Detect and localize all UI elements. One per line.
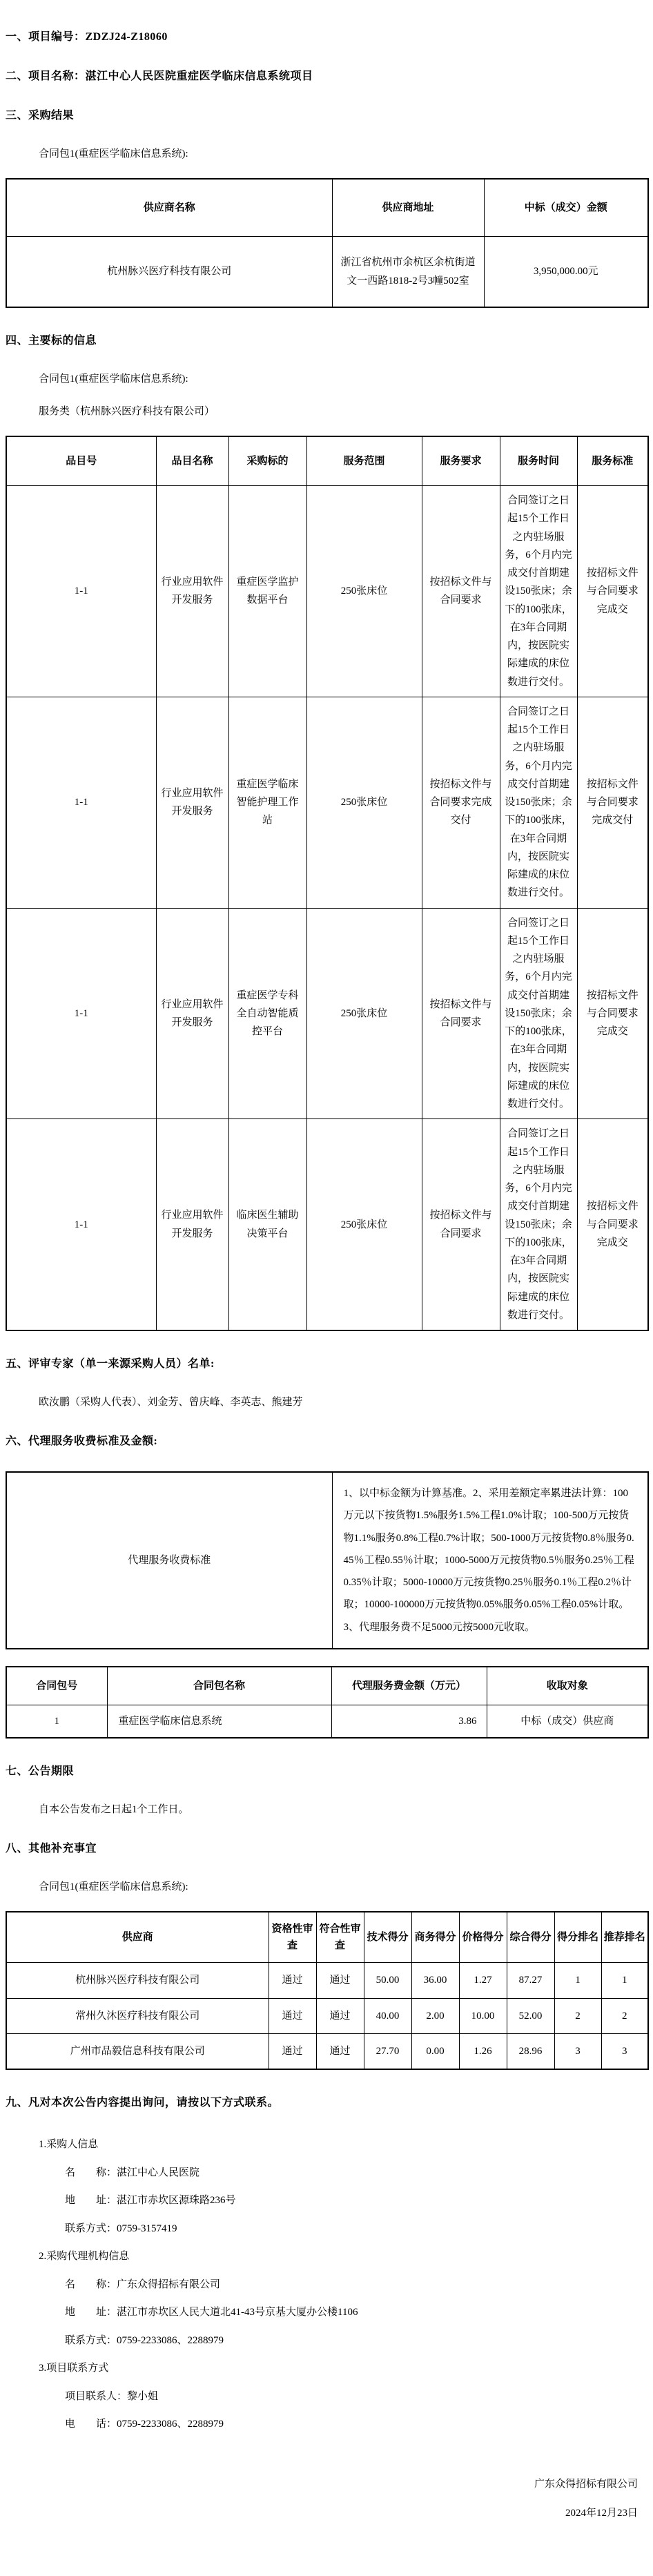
service-scope-header: 服务范围 [306, 436, 422, 486]
procurement-target-cell: 重症医学临床智能护理工作站 [228, 697, 306, 908]
item-no-cell: 1-1 [6, 697, 156, 908]
conformity-review-header: 符合性审查 [316, 1912, 364, 1963]
tech-score-cell: 27.70 [364, 2033, 411, 2069]
item-name-cell: 行业应用软件开发服务 [156, 908, 228, 1119]
price-score-cell: 10.00 [459, 1998, 507, 2033]
section-4-heading: 四、主要标的信息 [6, 334, 97, 347]
supplier-name-header: 供应商名称 [6, 179, 332, 237]
procurement-target-header: 采购标的 [228, 436, 306, 486]
tech-score-cell: 50.00 [364, 1963, 411, 1998]
price-score-header: 价格得分 [459, 1912, 507, 1963]
table-row [6, 1119, 648, 1330]
supplier-address-header: 供应商地址 [332, 179, 484, 237]
item-no-cell: 1-1 [6, 1119, 156, 1330]
fee-standard-text-cell: 1、以中标金额为计算基准。2、采用差额定率累进法计算：100万元以下按货物1.5%服务1.5%工程1.0%计取；100-500万元按货物1.1%服务0.8%工程0.7%计取；500-1000万元按货物0.8％服务0.45％工程0.55％计取；1000-5000万元按货物0.5％服务0.25％工程0.35％计取；5000-10000万元按货物0.25％服务0.1％工程0.2％计取；10000-100000万元按货物0.05%服务0.05%工程0.05%计取。3、代理服务费不足5000元按5000元收取。 [332, 1472, 648, 1649]
agency-info-title: 2.采购代理机构信息 [39, 2251, 130, 2262]
section-5-heading: 五、评审专家（单一来源采购人员）名单: [6, 1358, 215, 1370]
package-name-header: 合同包名称 [107, 1667, 331, 1705]
tech-score-cell: 40.00 [364, 1998, 411, 2033]
recommend-rank-header: 推荐排名 [601, 1912, 648, 1963]
conformity-cell: 通过 [316, 2033, 364, 2069]
business-score-cell: 2.00 [411, 1998, 459, 2033]
agency-fee-amount-table [6, 1666, 649, 1739]
qualification-cell: 通过 [269, 1963, 316, 1998]
item-no-header: 品目号 [6, 436, 156, 486]
agency-address: 地 址：湛江市赤坎区人民大道北41-43号京基大厦办公楼1106 [65, 2307, 358, 2318]
item-name-cell: 行业应用软件开发服务 [156, 697, 228, 908]
item-name-header: 品目名称 [156, 436, 228, 486]
recommend-rank-cell: 3 [601, 2033, 648, 2069]
supplier-header: 供应商 [6, 1912, 269, 1963]
supplier-cell: 杭州脉兴医疗科技有限公司 [6, 1963, 269, 1998]
purchaser-address: 地 址：湛江市赤坎区源珠路236号 [65, 2195, 236, 2206]
table-row [6, 486, 648, 697]
table-header-row [6, 179, 648, 237]
service-scope-cell: 250张床位 [306, 697, 422, 908]
section-8-package-label: 合同包1(重症医学临床信息系统): [39, 1881, 188, 1893]
section-9-heading: 九、凡对本次公告内容提出询问，请按以下方式联系。 [6, 2097, 280, 2109]
expert-name-list: 欧汝鹏（采购人代表）、刘金芳、曾庆峰、李英志、熊建芳 [39, 1397, 303, 1408]
package-name-cell: 重症医学临床信息系统 [107, 1705, 331, 1739]
procurement-target-cell: 重症医学专科全自动智能质控平台 [228, 908, 306, 1119]
service-time-header: 服务时间 [500, 436, 577, 486]
procurement-target-cell: 重症医学监护数据平台 [228, 486, 306, 697]
total-score-cell: 28.96 [507, 2033, 554, 2069]
total-score-header: 综合得分 [507, 1912, 554, 1963]
fee-standard-label-cell: 代理服务收费标准 [6, 1472, 332, 1649]
table-row [6, 697, 648, 908]
procurement-target-cell: 临床医生辅助决策平台 [228, 1119, 306, 1330]
service-time-cell: 合同签订之日起15个工作日之内驻场服务，6个月内完成交付首期建设150张床；余下的100张床，在3年合同期内，按医院实际建成的床位数进行交付。 [500, 697, 577, 908]
service-requirement-cell: 按招标文件与合同要求 [422, 1119, 500, 1330]
table-header-row [6, 436, 648, 486]
fee-amount-header: 代理服务费金额（万元） [331, 1667, 487, 1705]
table-header-row [6, 1667, 648, 1705]
project-contact-phone: 电 话：0759-2233086、2288979 [65, 2419, 224, 2430]
table-header-row [6, 1912, 648, 1963]
price-score-cell: 1.26 [459, 2033, 507, 2069]
price-score-cell: 1.27 [459, 1963, 507, 1998]
service-requirement-cell: 按招标文件与合同要求 [422, 908, 500, 1119]
procurement-result-table [6, 178, 649, 308]
signature-company: 广东众得招标有限公司 [534, 2478, 638, 2490]
supplier-cell: 广州市品毅信息科技有限公司 [6, 2033, 269, 2069]
supplier-address-cell: 浙江省杭州市余杭区余杭街道文一西路1818-2号3幢502室 [332, 237, 484, 307]
service-scope-cell: 250张床位 [306, 1119, 422, 1330]
package-no-header: 合同包号 [6, 1667, 107, 1705]
section-3-package-label: 合同包1(重症医学临床信息系统): [39, 148, 188, 159]
award-amount-header: 中标（成交）金额 [484, 179, 648, 237]
section-8-heading: 八、其他补充事宜 [6, 1843, 97, 1855]
conformity-cell: 通过 [316, 1963, 364, 1998]
section-1-heading: 一、项目编号：ZDZJ24-Z18060 [6, 31, 168, 43]
package-no-cell: 1 [6, 1705, 107, 1739]
table-row [6, 1963, 648, 1998]
fee-amount-cell: 3.86 [331, 1705, 487, 1739]
section-3-heading: 三、采购结果 [6, 110, 75, 122]
service-time-cell: 合同签订之日起15个工作日之内驻场服务，6个月内完成交付首期建设150张床；余下的100张床，在3年合同期内，按医院实际建成的床位数进行交付。 [500, 1119, 577, 1330]
item-no-cell: 1-1 [6, 486, 156, 697]
item-name-cell: 行业应用软件开发服务 [156, 1119, 228, 1330]
payer-header: 收取对象 [487, 1667, 648, 1705]
qualification-cell: 通过 [269, 1998, 316, 2033]
table-row [6, 1998, 648, 2033]
main-subject-table [6, 436, 649, 1331]
service-standard-cell: 按招标文件与合同要求完成交 [577, 486, 648, 697]
score-rank-cell: 1 [554, 1963, 601, 1998]
project-contact-person: 项目联系人：黎小姐 [65, 2390, 159, 2402]
recommend-rank-cell: 2 [601, 1998, 648, 2033]
service-standard-cell: 按招标文件与合同要求完成交 [577, 1119, 648, 1330]
service-scope-cell: 250张床位 [306, 486, 422, 697]
score-rank-cell: 2 [554, 1998, 601, 2033]
business-score-cell: 36.00 [411, 1963, 459, 1998]
total-score-cell: 52.00 [507, 1998, 554, 2033]
table-row [6, 1705, 648, 1739]
business-score-header: 商务得分 [411, 1912, 459, 1963]
announcement-period-text: 自本公告发布之日起1个工作日。 [39, 1804, 189, 1816]
payer-cell: 中标（成交）供应商 [487, 1705, 648, 1739]
award-amount-cell: 3,950,000.00元 [484, 237, 648, 307]
agency-fee-standard-table [6, 1471, 649, 1649]
business-score-cell: 0.00 [411, 2033, 459, 2069]
qualification-review-header: 资格性审查 [269, 1912, 316, 1963]
purchaser-phone: 联系方式：0759-3157419 [65, 2222, 177, 2234]
score-rank-header: 得分排名 [554, 1912, 601, 1963]
service-time-cell: 合同签订之日起15个工作日之内驻场服务，6个月内完成交付首期建设150张床；余下的100张床，在3年合同期内，按医院实际建成的床位数进行交付。 [500, 908, 577, 1119]
supplier-name-cell: 杭州脉兴医疗科技有限公司 [6, 237, 332, 307]
section-7-heading: 七、公告期限 [6, 1765, 75, 1778]
tech-score-header: 技术得分 [364, 1912, 411, 1963]
agency-phone: 联系方式：0759-2233086、2288979 [65, 2334, 224, 2346]
score-rank-cell: 3 [554, 2033, 601, 2069]
supplier-score-table [6, 1911, 649, 2070]
signature-date: 2024年12月23日 [565, 2507, 638, 2519]
total-score-cell: 87.27 [507, 1963, 554, 1998]
conformity-cell: 通过 [316, 1998, 364, 2033]
section-6-heading: 六、代理服务收费标准及金额: [6, 1435, 158, 1447]
table-row [6, 908, 648, 1119]
section-2-heading: 二、项目名称：湛江中心人民医院重症医学临床信息系统项目 [6, 70, 313, 82]
table-row [6, 237, 648, 307]
signature-block [6, 2470, 647, 2528]
service-requirement-cell: 按招标文件与合同要求 [422, 486, 500, 697]
project-contact-title: 3.项目联系方式 [39, 2363, 109, 2374]
section-4-package-label: 合同包1(重症医学临床信息系统): [39, 373, 188, 385]
service-standard-header: 服务标准 [577, 436, 648, 486]
table-row [6, 2033, 648, 2069]
item-no-cell: 1-1 [6, 908, 156, 1119]
purchaser-info-title: 1.采购人信息 [39, 2139, 99, 2150]
qualification-cell: 通过 [269, 2033, 316, 2069]
section-4-service-label: 服务类（杭州脉兴医疗科技有限公司） [39, 405, 215, 417]
service-standard-cell: 按招标文件与合同要求完成交付 [577, 697, 648, 908]
service-scope-cell: 250张床位 [306, 908, 422, 1119]
agency-name: 名 称：广东众得招标有限公司 [65, 2278, 221, 2290]
supplier-cell: 常州久沐医疗科技有限公司 [6, 1998, 269, 2033]
service-standard-cell: 按招标文件与合同要求完成交 [577, 908, 648, 1119]
service-time-cell: 合同签订之日起15个工作日之内驻场服务，6个月内完成交付首期建设150张床；余下的100张床，在3年合同期内，按医院实际建成的床位数进行交付。 [500, 486, 577, 697]
table-row [6, 1472, 648, 1649]
item-name-cell: 行业应用软件开发服务 [156, 486, 228, 697]
purchaser-name: 名 称：湛江中心人民医院 [65, 2167, 200, 2178]
recommend-rank-cell: 1 [601, 1963, 648, 1998]
service-requirement-cell: 按招标文件与合同要求完成交付 [422, 697, 500, 908]
service-requirement-header: 服务要求 [422, 436, 500, 486]
